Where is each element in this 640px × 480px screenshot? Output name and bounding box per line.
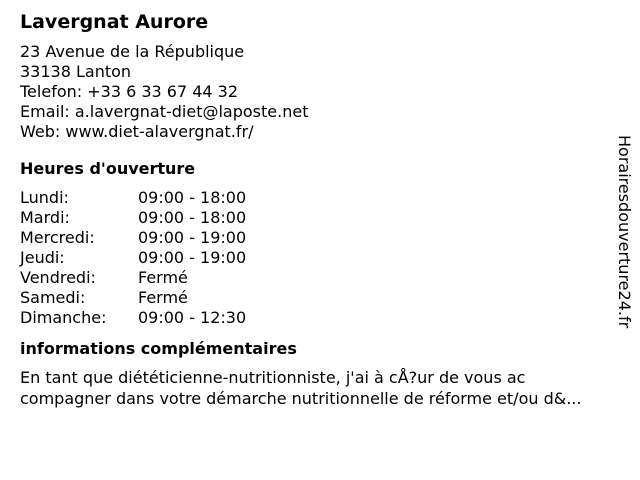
business-card — [20, 10, 620, 409]
business-name: Lavergnat Aurore — [20, 11, 209, 33]
hours-row-wednesday — [20, 228, 620, 248]
day-label: Mardi: — [20, 208, 70, 227]
day-label: Dimanche: — [20, 308, 107, 327]
hours-row-tuesday — [20, 208, 620, 228]
brand-watermark — [612, 135, 636, 345]
day-time: 09:00 - 18:00 — [138, 208, 247, 227]
day-time: 09:00 - 19:00 — [138, 228, 247, 247]
day-time: 09:00 - 18:00 — [138, 188, 247, 207]
day-time: 09:00 - 19:00 — [138, 248, 247, 267]
day-label: Mercredi: — [20, 228, 95, 247]
phone-line[interactable]: Telefon: +33 6 33 67 44 32 — [20, 82, 239, 101]
email-line[interactable]: Email: a.lavergnat-diet@laposte.net — [20, 102, 309, 121]
day-time: 09:00 - 12:30 — [138, 308, 247, 327]
day-label: Vendredi: — [20, 268, 96, 287]
hours-row-monday — [20, 188, 620, 208]
info-description — [20, 367, 620, 409]
address-line-2: 33138 Lanton — [20, 62, 132, 81]
web-line[interactable]: Web: www.diet-alavergnat.fr/ — [20, 122, 254, 141]
info-line-2: compagner dans votre démarche nutritionnelle de réforme et/ou d&... — [20, 389, 582, 408]
day-label: Lundi: — [20, 188, 69, 207]
day-label: Samedi: — [20, 288, 86, 307]
address-line-1: 23 Avenue de la République — [20, 42, 245, 61]
hours-row-sunday — [20, 308, 620, 328]
hours-table — [20, 188, 620, 328]
day-time: Fermé — [138, 268, 188, 287]
day-time: Fermé — [138, 288, 188, 307]
brand-text: Horairesdouverture24.fr — [615, 135, 634, 329]
hours-row-saturday — [20, 288, 620, 308]
day-label: Jeudi: — [20, 248, 65, 267]
info-heading: informations complémentaires — [20, 339, 297, 358]
hours-row-friday — [20, 268, 620, 288]
info-line-1: En tant que diététicienne-nutritionniste, j'ai à cÅ?ur de vous ac — [20, 368, 526, 387]
hours-heading: Heures d'ouverture — [20, 159, 196, 178]
hours-row-thursday — [20, 248, 620, 268]
